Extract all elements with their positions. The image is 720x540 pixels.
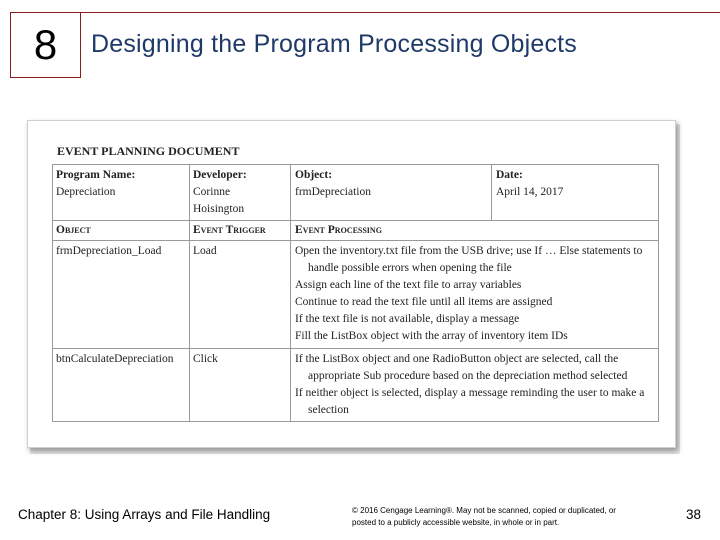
date-cell <box>496 167 563 201</box>
object-value: frmDepreciation <box>295 186 371 198</box>
row-click-trigger: Click <box>193 353 218 365</box>
processing-line: Open the inventory.txt file from the USB drive; use If … Else statements to <box>295 245 643 257</box>
chapter-number: 8 <box>33 21 58 68</box>
developer-value-line1: Corinne <box>193 186 231 198</box>
row-load-trigger: Load <box>193 245 217 257</box>
processing-line: If the text file is not available, display a message <box>295 313 520 325</box>
developer-cell <box>193 167 247 218</box>
col-header-event-trigger: Event Trigger <box>193 224 266 236</box>
date-label: Date: <box>496 169 523 181</box>
document-heading: EVENT PLANNING DOCUMENT <box>57 144 240 158</box>
row-load-processing <box>295 243 642 345</box>
processing-line: appropriate Sub procedure based on the depreciation method selected <box>308 370 628 382</box>
page-number: 38 <box>686 507 702 522</box>
slide-title: Designing the Program Processing Objects <box>91 30 578 58</box>
program-name-label: Program Name: <box>56 169 136 181</box>
program-name-value: Depreciation <box>56 186 116 198</box>
developer-value-line2: Hoisington <box>193 203 245 215</box>
developer-label: Developer: <box>193 169 247 181</box>
row-click-processing <box>295 351 644 419</box>
footer-copyright: © 2016 Cengage Learning®. May not be scanned, copied or duplicated, or posted to a publicly accessible website, in whole or in part. <box>352 506 616 527</box>
title-divider <box>81 12 720 13</box>
col-header-object: Object <box>56 224 91 236</box>
processing-line: If the ListBox object and one RadioButton object are selected, call the <box>295 353 619 365</box>
program-name-cell <box>56 167 135 201</box>
object-label: Object: <box>295 169 333 181</box>
row-load-object: frmDepreciation_Load <box>56 245 162 257</box>
processing-line: selection <box>308 404 349 416</box>
col-header-event-processing: Event Processing <box>295 224 382 236</box>
footer-chapter-title: Chapter 8: Using Arrays and File Handling <box>18 507 271 522</box>
row-click-object: btnCalculateDepreciation <box>56 353 174 365</box>
processing-line: If neither object is selected, display a message reminding the user to make a <box>295 387 645 399</box>
processing-line: Continue to read the text file until all items are assigned <box>295 296 553 308</box>
processing-line: Fill the ListBox object with the array of inventory item IDs <box>295 330 568 342</box>
processing-line: Assign each line of the text file to array variables <box>295 279 522 291</box>
chapter-number-box <box>10 12 81 78</box>
event-planning-document <box>27 120 676 448</box>
date-value: April 14, 2017 <box>496 186 564 198</box>
object-cell <box>295 167 371 201</box>
processing-line: handle possible errors when opening the file <box>308 262 512 274</box>
